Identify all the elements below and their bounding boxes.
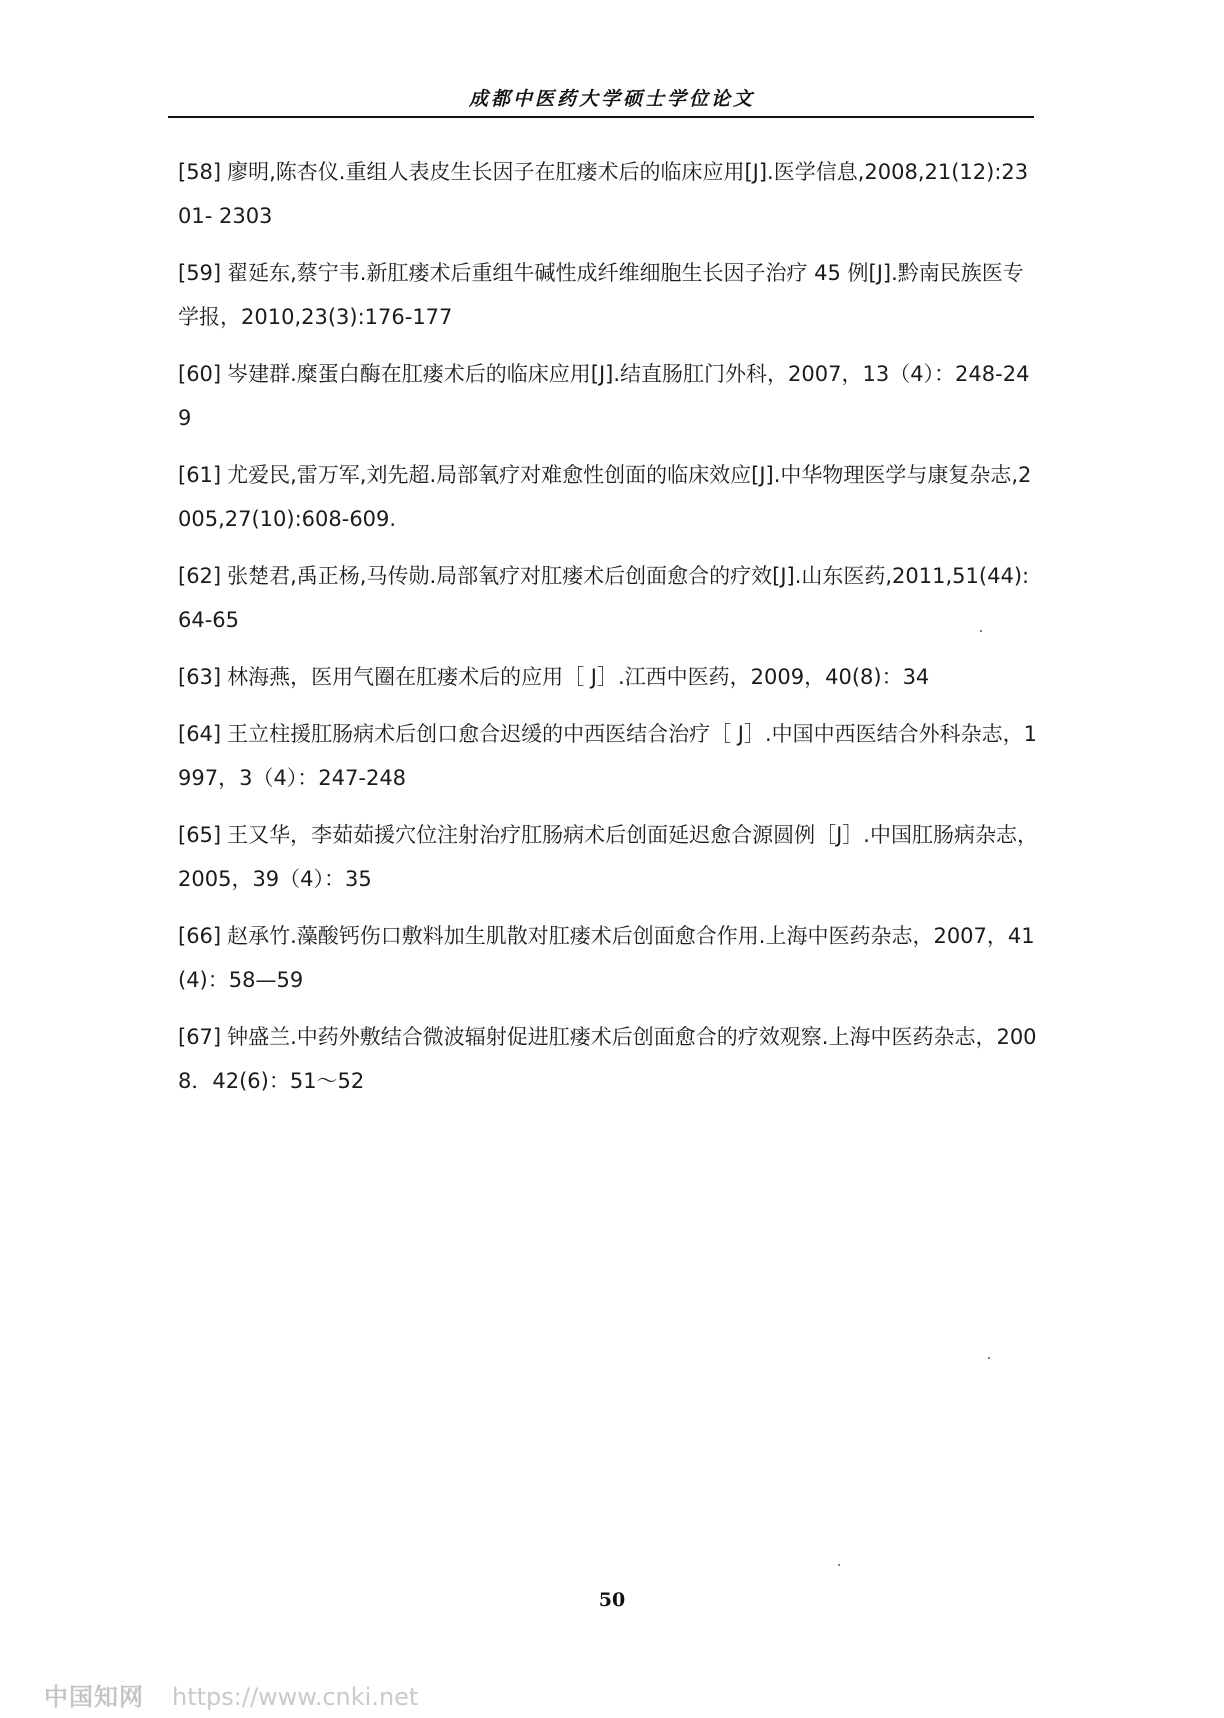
reference-number: [63] (178, 665, 222, 689)
reference-item (178, 251, 1038, 339)
reference-number: [64] (178, 722, 222, 746)
reference-number: [67] (178, 1025, 222, 1049)
reference-number: [60] (178, 362, 222, 386)
watermark-logo: 中国知网 (44, 1683, 144, 1711)
reference-item (178, 453, 1038, 541)
reference-item (178, 150, 1038, 238)
reference-text: 尤爱民,雷万军,刘先超.局部氧疗对难愈性创面的临床效应[J].中华物理医学与康复杂志,2005,27(10):608-609. (178, 463, 1032, 531)
scan-speck (838, 1564, 840, 1566)
scan-speck (980, 630, 982, 632)
reference-item (178, 554, 1038, 642)
reference-list (178, 150, 1038, 1116)
reference-item (178, 813, 1038, 901)
reference-item (178, 352, 1038, 440)
reference-text: 钟盛兰.中药外敷结合微波辐射促进肛瘘术后创面愈合的疗效观察.上海中医药杂志，2008．42(6)：51～52 (178, 1025, 1037, 1093)
reference-number: [59] (178, 261, 222, 285)
reference-text: 王立柱援肛肠病术后创口愈合迟缓的中西医结合治疗［ J］.中国中西医结合外科杂志，1997，3（4）：247-248 (178, 722, 1038, 790)
reference-item (178, 914, 1038, 1002)
reference-text: 翟延东,蔡宁韦.新肛瘘术后重组牛碱性成纤维细胞生长因子治疗 45 例[J].黔南民族医专学报，2010,23(3):176-177 (178, 261, 1024, 329)
reference-number: [58] (178, 160, 222, 184)
reference-number: [62] (178, 564, 222, 588)
reference-item (178, 655, 1038, 699)
running-header-title: 成都中医药大学硕士学位论文 (468, 88, 755, 110)
reference-number: [65] (178, 823, 222, 847)
reference-number: [61] (178, 463, 222, 487)
reference-text: 赵承竹.藻酸钙伤口敷料加生肌散对肛瘘术后创面愈合作用.上海中医药杂志，2007，41(4)：58—59 (178, 924, 1035, 992)
header-rule (168, 116, 1034, 118)
reference-text: 岑建群.糜蛋白酶在肛瘘术后的临床应用[J].结直肠肛门外科，2007，13（4）：248-249 (178, 362, 1030, 430)
reference-item (178, 1015, 1038, 1103)
watermark-url: https://www.cnki.net (172, 1683, 419, 1711)
reference-text: 廖明,陈杏仪.重组人表皮生长因子在肛瘘术后的临床应用[J].医学信息,2008,21(12):2301- 2303 (178, 160, 1029, 228)
page-number: 50 (598, 1589, 626, 1611)
reference-text: 林海燕，医用气圈在肛瘘术后的应用［ J］.江西中医药，2009，40(8)：34 (227, 665, 930, 689)
reference-number: [66] (178, 924, 222, 948)
reference-item (178, 712, 1038, 800)
reference-text: 王又华，李茹茹援穴位注射治疗肛肠病术后创面延迟愈合源圆例［J］.中国肛肠病杂志，2005，39（4）：35 (178, 823, 1038, 891)
cnki-watermark (44, 1677, 418, 1712)
reference-text: 张楚君,禹正杨,马传勋.局部氧疗对肛瘘术后创面愈合的疗效[J].山东医药,2011,51(44):64-65 (178, 564, 1030, 632)
scan-speck (988, 1357, 990, 1359)
